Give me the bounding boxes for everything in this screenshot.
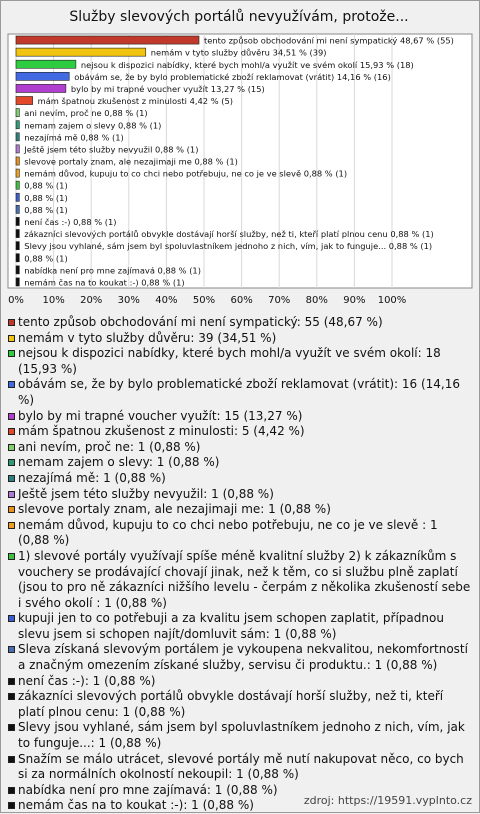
legend-swatch [8, 413, 15, 420]
legend-swatch [8, 428, 15, 435]
bar [16, 254, 19, 262]
bar-label: obávám se, že by bylo problematické zboží reklamovat (vrátit) 14,16 % (16) [74, 71, 391, 82]
legend-label: 1) slevové portály využívají spíše méně kvalitní služby 2) k zákazníkům s vouchery se prodávající chovají jinak, než k těm, co si službu plně zaplatí (jsou to pro ně zákazníci nižšího levelu - čerpám z několika zkušeností sebe i svého okolí : 1 (0,88 %) [18, 548, 471, 610]
x-tick-label: 40% [155, 295, 178, 306]
legend-label: nezajímá mě: 1 (0,88 %) [18, 470, 166, 485]
bar [16, 205, 19, 213]
legend-item [8, 455, 472, 471]
chart-legend [8, 315, 472, 814]
legend-item [8, 377, 472, 408]
bar [16, 230, 19, 238]
legend-item [8, 611, 472, 642]
bar-label: nemam zajem o slevy 0,88 % (1) [24, 120, 162, 131]
legend-swatch [8, 491, 15, 498]
bar [16, 48, 146, 56]
bar [16, 278, 19, 286]
x-tick-label: 30% [117, 295, 140, 306]
bar [16, 60, 76, 68]
legend-swatch [8, 335, 15, 342]
bar [16, 96, 33, 104]
legend-item [8, 440, 472, 456]
legend-swatch [8, 678, 15, 685]
legend-label: Slevy jsou vyhlané, sám jsem byl spoluvlastníkem jednoho z nich, vím, jak to funguje...: 1 (0,88 %) [18, 720, 465, 751]
legend-label: nemám důvod, kupuju to co chci nebo potřebuju, ne co je ve slevě : 1 (0,88 %) [18, 517, 438, 548]
legend-label: Ještě jsem této služby nevyužil: 1 (0,88 %) [18, 486, 274, 501]
bar-label: Ještě jsem této služby nevyužil 0,88 % (1) [24, 144, 199, 155]
bar-label: 0,88 % (1) [24, 204, 68, 215]
source-note: zdroj: https://19591.vyplnto.cz [303, 794, 472, 807]
legend-item [8, 674, 472, 690]
legend-swatch [8, 444, 15, 451]
bar-label: zákazníci slevových portálů obvykle dostávají horší služby, než ti, kteří platí plnou cenu 0,88 % (1) [24, 229, 434, 240]
legend-label: nemám v tyto služby důvěru: 39 (34,51 %) [18, 330, 277, 345]
legend-label: ani nevím, proč ne: 1 (0,88 %) [18, 439, 201, 454]
legend-item [8, 642, 472, 673]
legend-swatch [8, 802, 15, 809]
bar [16, 181, 19, 189]
legend-item [8, 487, 472, 503]
legend-swatch [8, 381, 15, 388]
bar [16, 193, 19, 201]
legend-label: slevove portaly znam, ale nezajimaji me: 1 (0,88 %) [18, 502, 331, 517]
legend-swatch [8, 475, 15, 482]
bar-label: nabídka není pro mne zajímavá 0,88 % (1) [24, 265, 201, 276]
bar [16, 72, 69, 80]
legend-item [8, 502, 472, 518]
legend-swatch [8, 350, 15, 357]
legend-label: nejsou k dispozici nabídky, které bych mohl/a využít ve svém okolí: 18 (15,93 %) [18, 346, 441, 376]
legend-label: Sleva získaná slevovým portálem je vykoupena nekvalitou, nekomfortností a značným omezením získané služby, servisu či produktu.: 1 (0,88 %) [18, 642, 468, 673]
legend-swatch [8, 506, 15, 513]
bar-label: mám špatnou zkušenost z minulosti 4,42 % (5) [37, 96, 233, 107]
legend-swatch [8, 459, 15, 466]
legend-label: bylo by mi trapné voucher využít: 15 (13,27 %) [18, 408, 303, 423]
bar-label: nezajímá mě 0,88 % (1) [24, 132, 124, 143]
bar-label: tento způsob obchodování mi není sympatický 48,67 % (55) [203, 35, 454, 46]
bar-label: Slevy jsou vyhlané, sám jsem byl spoluvlastníkem jednoho z nich, vím, jak to funguje... 0,88 % (1) [24, 241, 433, 252]
legend-item [8, 752, 472, 783]
legend-item [8, 424, 472, 440]
legend-swatch [8, 724, 15, 731]
legend-swatch [8, 787, 15, 794]
bar [16, 157, 19, 165]
legend-swatch [8, 756, 15, 763]
x-tick-label: 50% [192, 295, 216, 306]
legend-label: nemám čas na to koukat :-): 1 (0,88 %) [18, 798, 254, 813]
legend-label: Snažím se málo utrácet, slevové portály mě nutí nakupovat něco, co bych si za normálních okolností nekoupil: 1 (0,88 %) [18, 751, 464, 782]
legend-item [8, 409, 472, 425]
legend-label: tento způsob obchodování mi není sympatický: 55 (48,67 %) [18, 315, 383, 329]
bar [16, 121, 19, 129]
chart-title: Služby slevových portálů nevyužívám, protože... [69, 9, 409, 25]
legend-label: obávám se, že by bylo problematické zboží reklamovat (vrátit): 16 (14,16 %) [18, 377, 461, 407]
bar-chart [0, 0, 480, 313]
bar-label: slevove portaly znam, ale nezajimaji me 0,88 % (1) [24, 156, 238, 167]
bar [16, 145, 19, 153]
bar [16, 242, 19, 250]
bar-label: 0,88 % (1) [24, 253, 68, 264]
bar-label: není čas :-) 0,88 % (1) [24, 217, 117, 228]
bar-label: bylo by mi trapné voucher využít 13,27 % (15) [70, 83, 265, 94]
bar [16, 84, 66, 92]
legend-item [8, 315, 472, 331]
legend-swatch [8, 693, 15, 700]
x-tick-label: 10% [42, 295, 65, 306]
legend-item [8, 331, 472, 347]
x-tick-label: 80% [305, 295, 328, 306]
legend-swatch [8, 553, 15, 560]
bar [16, 169, 19, 177]
legend-item [8, 689, 472, 720]
legend-swatch [8, 522, 15, 529]
bar [16, 217, 19, 225]
bar-label: nemám čas na to koukat :-) 0,88 % (1) [24, 277, 185, 288]
legend-label: kupuji jen to co potřebuji a za kvalitu jsem schopen zaplatit, případnou slevu jsem si schopen najít/domluvit sám: 1 (0,88 %) [18, 611, 444, 641]
legend-label: mám špatnou zkušenost z minulosti: 5 (4,42 %) [18, 424, 305, 439]
legend-item [8, 346, 472, 377]
legend-label: není čas :-): 1 (0,88 %) [18, 673, 156, 688]
bar [16, 109, 19, 117]
legend-swatch [8, 319, 15, 326]
bar-label: 0,88 % (1) [24, 180, 68, 191]
legend-swatch [8, 646, 15, 653]
bar-label: nejsou k dispozici nabídky, které bych mohl/a využít ve svém okolí 15,93 % (18) [80, 59, 414, 70]
bar [16, 36, 199, 44]
legend-swatch [8, 615, 15, 622]
x-tick-label: 0% [8, 295, 24, 306]
bar-label: nemám v tyto služby důvěru 34,51 % (39) [150, 47, 327, 58]
x-tick-label: 100% [377, 295, 407, 306]
legend-item [8, 518, 472, 549]
legend-label: zákazníci slevových portálů obvykle dostávají horší služby, než ti, kteří platí plnou cenu: 1 (0,88 %) [18, 689, 444, 719]
legend-label: nemam zajem o slevy: 1 (0,88 %) [18, 455, 220, 470]
legend-item [8, 720, 472, 751]
bar [16, 133, 19, 141]
x-tick-label: 60% [230, 295, 253, 306]
bar-label: nemám důvod, kupuju to co chci nebo potřebuju, ne co je ve slevě 0,88 % (1) [24, 168, 348, 179]
legend-label: nabídka není pro mne zajímavá: 1 (0,88 %) [18, 782, 278, 797]
x-tick-label: 20% [80, 295, 103, 306]
legend-item [8, 549, 472, 611]
x-tick-label: 90% [343, 295, 366, 306]
bar-label: 0,88 % (1) [24, 192, 68, 203]
bar [16, 266, 19, 274]
bar-label: ani nevím, proč ne 0,88 % (1) [24, 108, 148, 119]
x-tick-label: 70% [268, 295, 291, 306]
legend-item [8, 471, 472, 487]
